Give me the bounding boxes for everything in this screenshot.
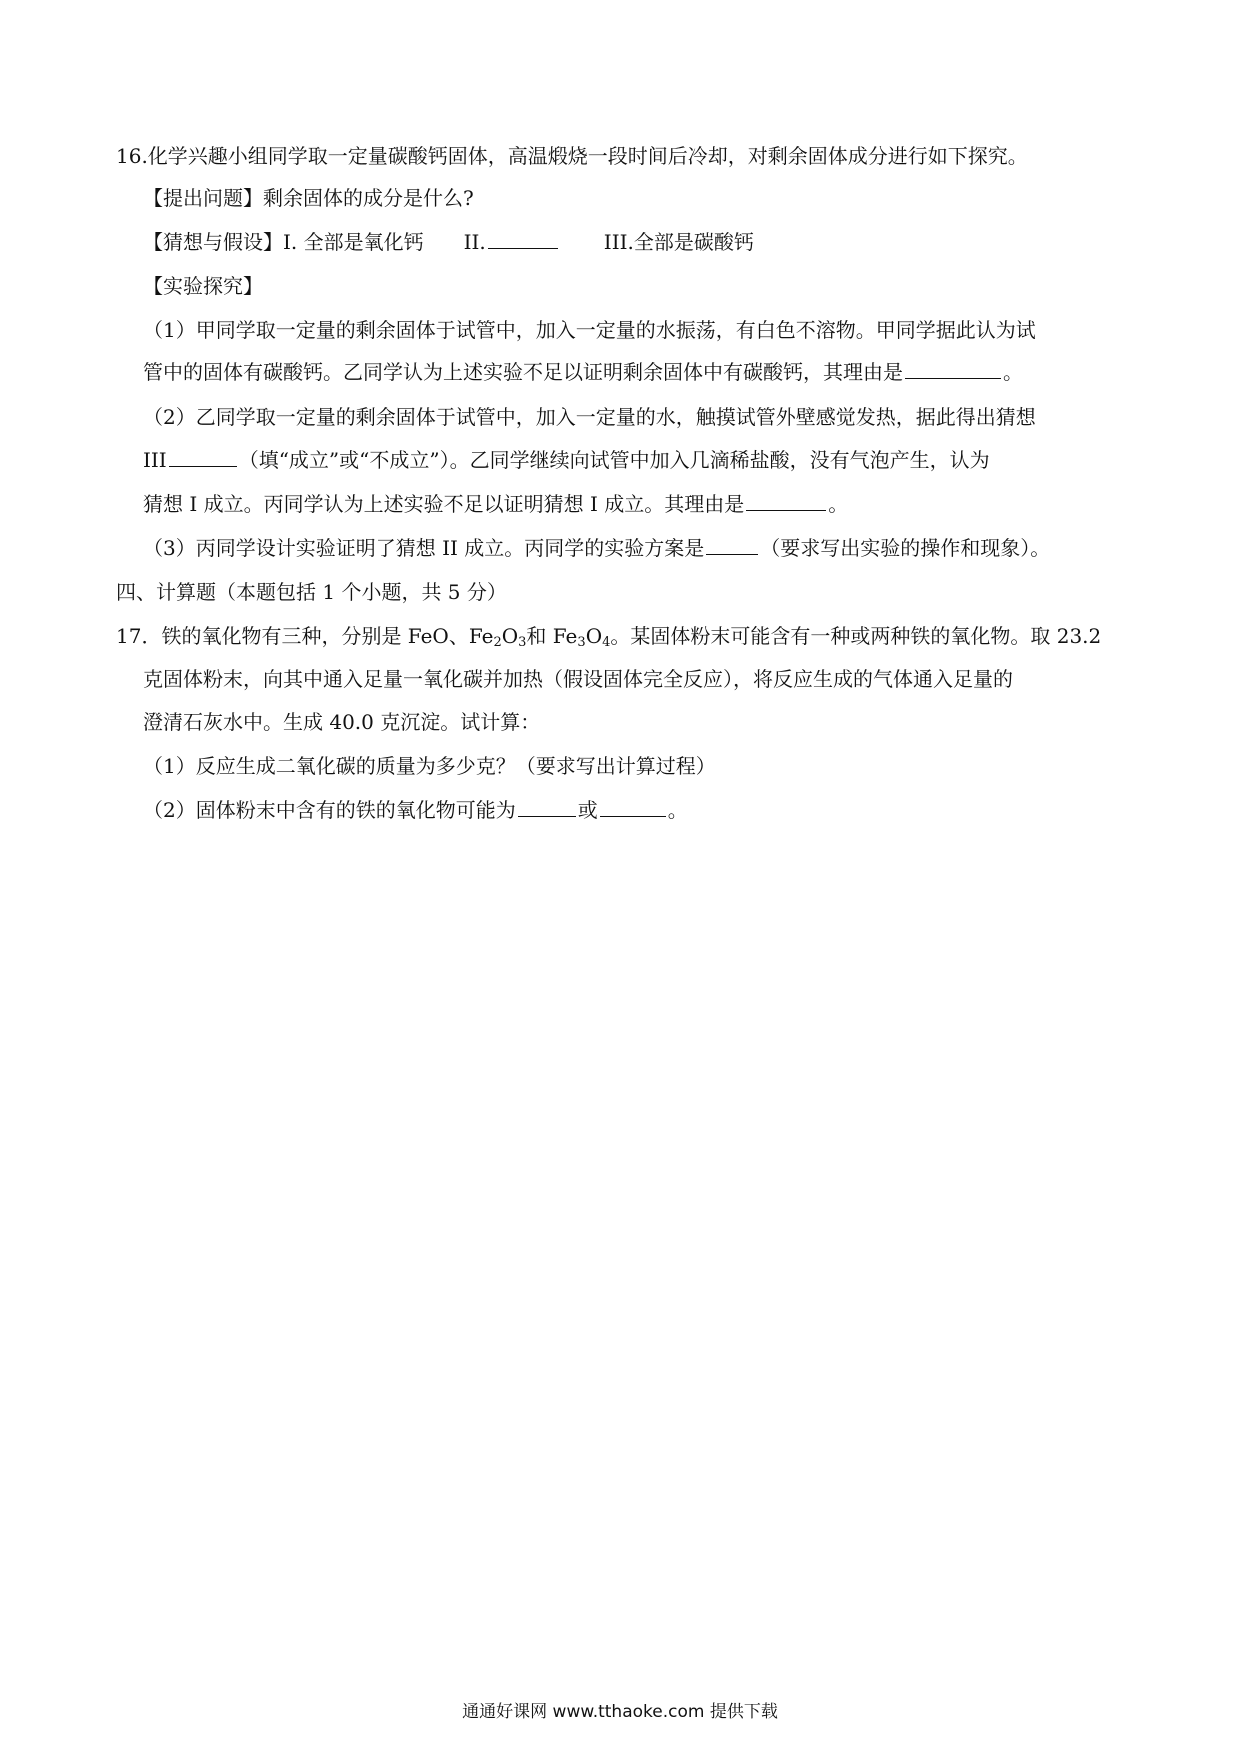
- q17-sub2: （2）固体粉末中含有的铁的氧化物可能为 或 。: [143, 798, 688, 822]
- part2-line3: 猜想 I 成立。丙同学认为上述实验不足以证明猜想 I 成立。其理由是 。: [143, 492, 849, 516]
- part1-line1: （1）甲同学取一定量的剩余固体于试管中，加入一定量的水振荡，有白色不溶物。甲同学据此认为试: [143, 318, 1036, 342]
- part3-blank[interactable]: [706, 536, 758, 555]
- q16-hypothesis-line: [143, 228, 754, 256]
- hypothesis-2-label: II.: [463, 230, 486, 254]
- question-tag: 【提出问题】: [143, 186, 263, 210]
- part2-line1: （2）乙同学取一定量的剩余固体于试管中，加入一定量的水，触摸试管外壁感觉发热，据此得出猜想: [143, 405, 1036, 429]
- q17-blank-1[interactable]: [518, 798, 576, 817]
- part2-blank-2[interactable]: [746, 492, 826, 511]
- q16-stem: 16.化学兴趣小组同学取一定量碳酸钙固体，高温煅烧一段时间后冷却，对剩余固体成分进行如下探究。: [116, 144, 1028, 168]
- part3-line: （3）丙同学设计实验证明了猜想 II 成立。丙同学的实验方案是 （要求写出实验的操作和现象）。: [143, 536, 1051, 560]
- q17-line2: 克固体粉末，向其中通入足量一氧化碳并加热（假设固体完全反应），将反应生成的气体通入足量的: [143, 667, 1013, 691]
- q17-blank-2[interactable]: [600, 798, 666, 817]
- q16-question-line: [143, 184, 474, 212]
- part2-line2: III （填“成立”或“不成立”）。乙同学继续向试管中加入几滴稀盐酸，没有气泡产生，认为: [143, 448, 990, 472]
- hypothesis-1: I. 全部是氧化钙: [283, 230, 424, 254]
- part1-blank[interactable]: [905, 360, 1001, 379]
- q17-line3: 澄清石灰水中。生成 40.0 克沉淀。试计算：: [143, 710, 541, 734]
- part2-blank-1[interactable]: [169, 448, 237, 467]
- hypothesis-3: III.全部是碳酸钙: [603, 230, 754, 254]
- footer-credit: 通通好课网 www.tthaoke.com 提供下载: [462, 1702, 778, 1722]
- experiment-tag: 【实验探究】: [143, 274, 263, 298]
- part1-line2: 管中的固体有碳酸钙。乙同学认为上述实验不足以证明剩余固体中有碳酸钙，其理由是 。: [143, 360, 1023, 384]
- hypothesis-2-blank[interactable]: [488, 230, 558, 249]
- q17-line1: 17．铁的氧化物有三种，分别是 FeO、$Fe_2O_3$和 $Fe_3O_4$。某固体粉末可能含有一种或两种铁的氧化物。取 23.2: [116, 624, 1102, 650]
- question-text: 剩余固体的成分是什么?: [263, 186, 474, 210]
- section-4-heading: 四、计算题（本题包括 1 个小题，共 5 分）: [116, 580, 507, 604]
- hypothesis-tag: 【猜想与假设】: [143, 230, 283, 254]
- q17-sub1: （1）反应生成二氧化碳的质量为多少克？（要求写出计算过程）: [143, 754, 716, 778]
